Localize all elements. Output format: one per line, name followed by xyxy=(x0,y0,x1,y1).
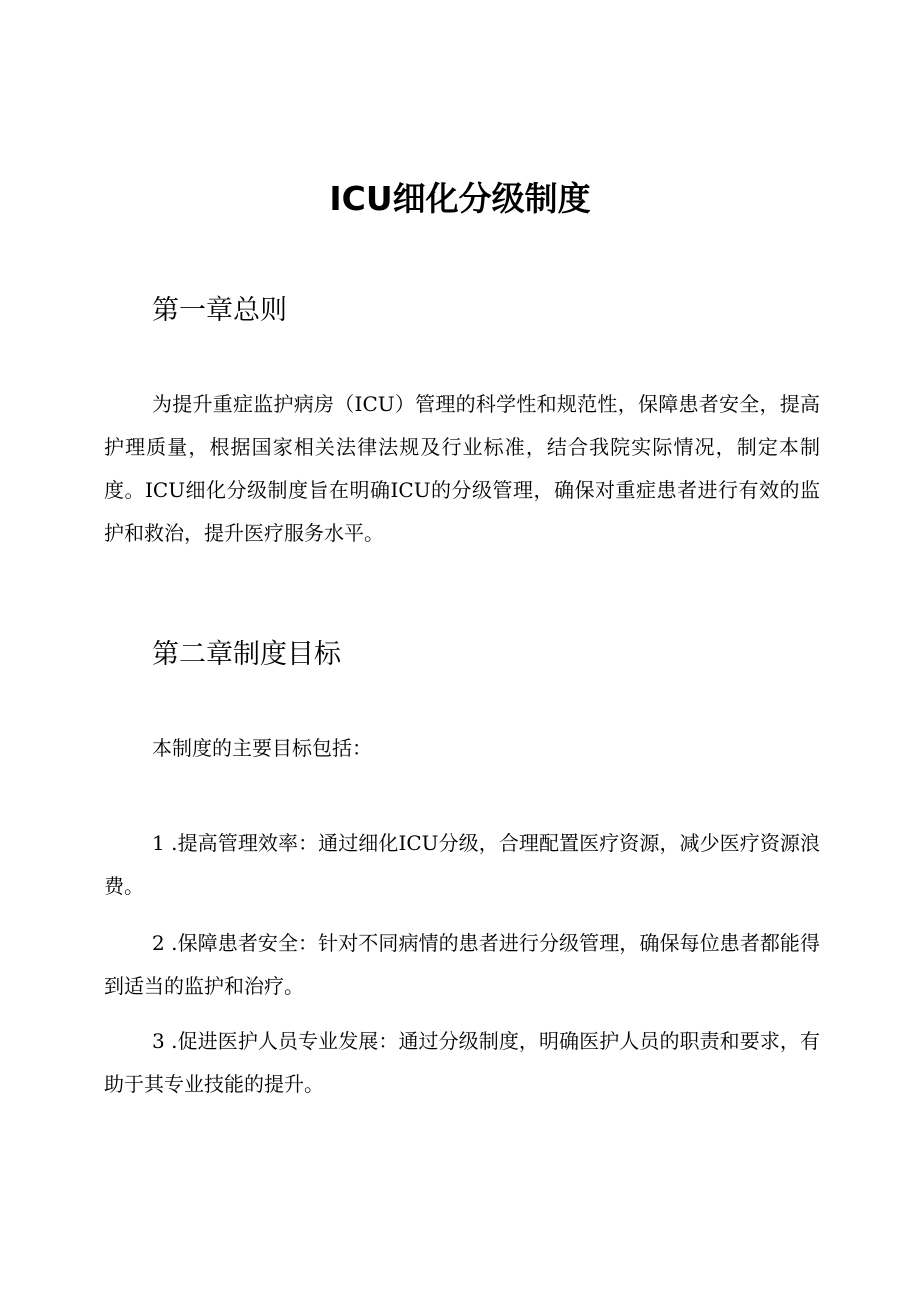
chapter-1-heading: 第一章总则 xyxy=(152,295,287,326)
document-title: ICU细化分级制度 xyxy=(329,179,591,218)
goal-item-1: 1 .提高管理效率：通过细化ICU分级，合理配置医疗资源，减少医疗资源浪费。 xyxy=(104,831,820,898)
goal-item-3: 3 .促进医护人员专业发展：通过分级制度，明确医护人员的职责和要求，有助于其专业技能的提升。 xyxy=(104,1029,820,1096)
goal-item-2: 2 .保障患者安全：针对不同病情的患者进行分级管理，确保每位患者都能得到适当的监护和治疗。 xyxy=(104,931,820,998)
chapter-2-intro: 本制度的主要目标包括： xyxy=(152,736,372,760)
chapter-2-heading: 第二章制度目标 xyxy=(152,639,341,670)
chapter-1-paragraph: 为提升重症监护病房（ICU）管理的科学性和规范性，保障患者安全，提高护理质量，根据国家相关法律法规及行业标准，结合我院实际情况，制定本制度。ICU细化分级制度旨在明确ICU的分级管理，确保对重症患者进行有效的监护和救治，提升医疗服务水平。 xyxy=(104,392,820,545)
